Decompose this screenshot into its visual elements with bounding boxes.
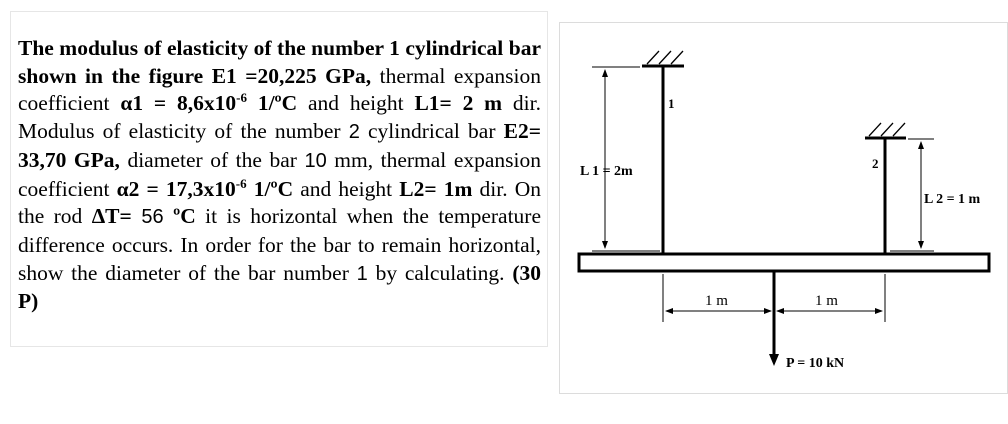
fixed-support-2 bbox=[865, 123, 906, 138]
problem-text-part: by calculating. bbox=[367, 260, 513, 285]
problem-text-part: diameter of the bar bbox=[119, 147, 305, 172]
fixed-support-1 bbox=[642, 51, 684, 66]
bar-1-label: 1 bbox=[668, 96, 675, 111]
problem-text-part: dir. On the rod bbox=[18, 176, 541, 229]
problem-text-part: thermal expansion coefficient bbox=[18, 63, 542, 116]
problem-text-part: it is horizontal when the temperature difference occurs. In order for the bar to remain horizontal, show the diameter of the bar number bbox=[18, 204, 541, 285]
problem-text-part: The modulus of elasticity of the number 1 cylindrical bar shown in the figure E1 =20,225 GPa, bbox=[18, 36, 541, 88]
L1-value: L1= 2 m bbox=[414, 91, 503, 116]
problem-text-part: dir. Modulus of elasticity of the number bbox=[18, 91, 541, 144]
rigid-beam bbox=[579, 254, 989, 271]
load-arrow bbox=[769, 271, 779, 366]
dim-left-label: 1 m bbox=[705, 293, 728, 309]
L2-value: L2= 1m bbox=[399, 176, 473, 201]
problem-text-part: cylindrical bar bbox=[359, 119, 504, 144]
L2-label: L 2 = 1 m bbox=[924, 192, 981, 207]
alpha2-value: $\alpha 2 = 17,3x10^{-6}$ bbox=[116, 175, 247, 201]
bar-2-label: 2 bbox=[872, 156, 879, 171]
bar-number: 2 bbox=[348, 121, 360, 144]
points-label: (30 P) bbox=[18, 260, 541, 314]
problem-text-part: mm, thermal expansion coefficient bbox=[18, 147, 541, 201]
problem-text-part: and height bbox=[297, 91, 415, 116]
diameter-value: 10 bbox=[304, 149, 327, 172]
alpha1-unit: 1/ºC bbox=[257, 91, 298, 116]
L1-label: L 1 = 2m bbox=[580, 164, 633, 179]
L1-dimension bbox=[592, 67, 660, 251]
bar-number: 1 bbox=[356, 262, 368, 285]
alpha2-unit: 1/ºC bbox=[246, 176, 294, 201]
delta-t-unit: ºC bbox=[173, 204, 196, 229]
problem-text-part: and height bbox=[293, 176, 400, 201]
alpha1-value: $\alpha 1 = 8,6x10^{-6}$ bbox=[120, 90, 247, 116]
E2-value: E2= 33,70 GPa, bbox=[18, 119, 541, 172]
dim-right-label: 1 m bbox=[815, 293, 838, 309]
delta-t-label: ΔT= bbox=[91, 204, 132, 229]
delta-t-value: 56 bbox=[131, 206, 174, 229]
load-label: P = 10 kN bbox=[786, 356, 845, 371]
